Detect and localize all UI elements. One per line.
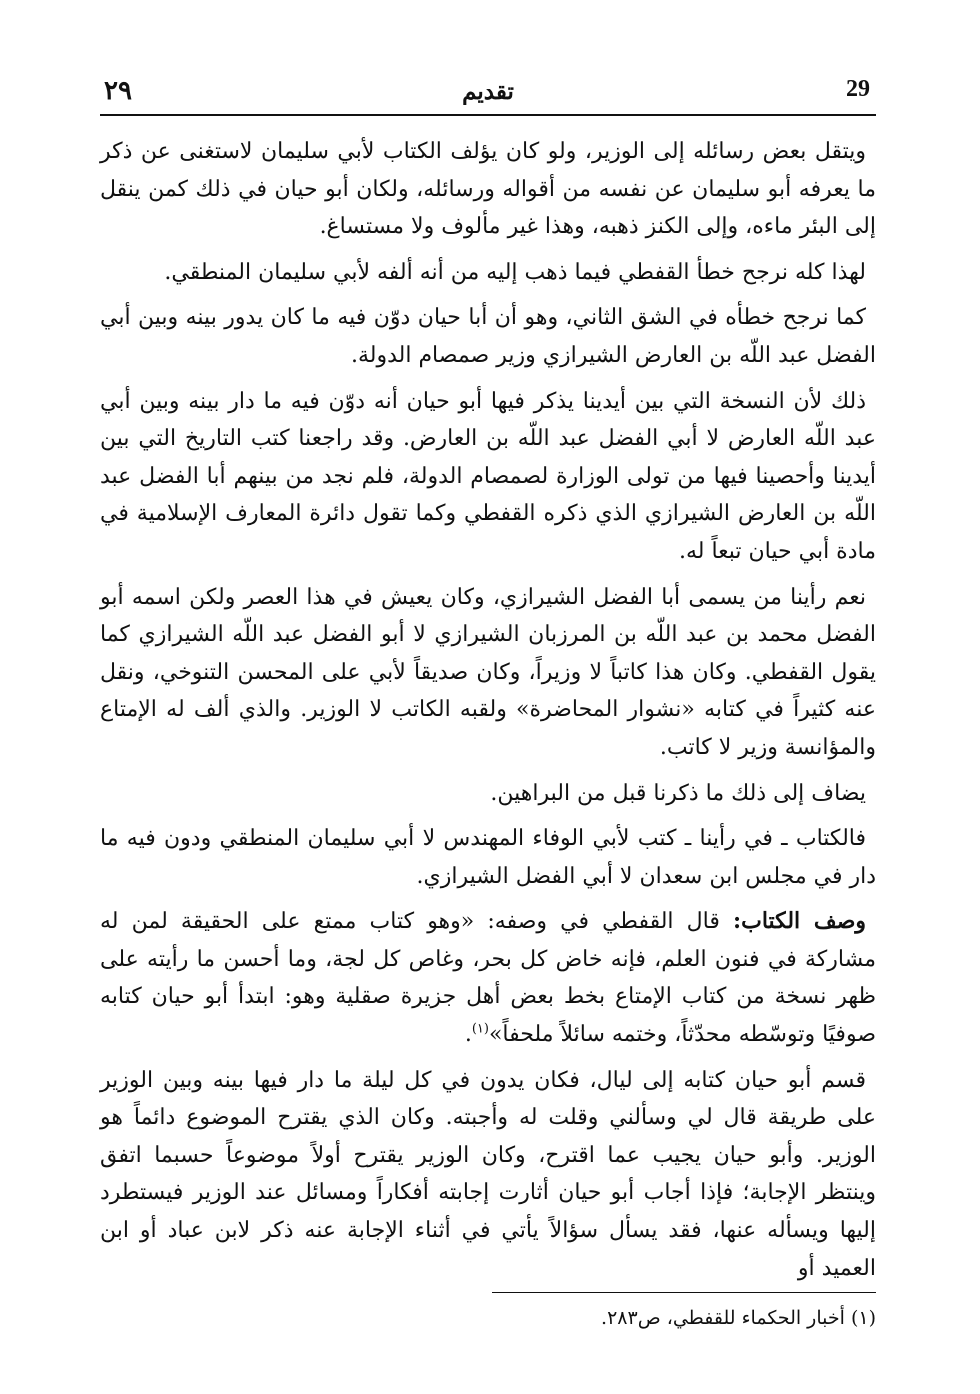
description-text: قال القفطي في وصفه: «وهو كتاب ممتع على الحقيقة لمن له مشاركة في فنون العلم، فإنه خاض كل بحر، وغاص كل لجة، وما أحسن ما رأيته على ظهر نسخة من كتاب الإمتاع بخط بعض أهل جزيرة صقلية وهو: ابتدأ أبو حيان كتابه صوفيًا وتوسّطه محدّثاً، وختمه سائلاً ملحفاً» bbox=[100, 909, 876, 1048]
paragraph: فالكتاب ـ في رأينا ـ كتب لأبي الوفاء المهندس لا أبي سليمان المنطقي ودون فيه ما دار في مجلس ابن سعدان لا أبي الفضل الشيرازي. bbox=[100, 826, 876, 889]
page-header bbox=[100, 74, 876, 116]
description-paragraph bbox=[100, 903, 876, 1053]
paragraph: يضاف إلى ذلك ما ذكرنا قبل من البراهين. bbox=[490, 780, 866, 806]
description-end: . bbox=[464, 1022, 472, 1048]
paragraph: ذلك لأن النسخة التي بين أيدينا يذكر فيها أبو حيان أنه دوّن فيه ما دار بينه وبين أبي عبد اللّه العارض لا أبي الفضل عبد اللّه بن العارض. وقد راجعنا كتب التاريخ التي بين أيدينا وأحصينا فيها من تولى الوزارة لصمصام الدولة، فلم نجد من بينهم أبا الفضل عبد اللّه بن العارض الشيرازي الذي ذكره القفطي وكما تقول دائرة المعارف الإسلامية في مادة أبي حيان تبعاً له. bbox=[100, 388, 876, 564]
paragraph: ويتقل بعض رسائله إلى الوزير، ولو كان يؤلف الكتاب لأبي سليمان لاستغنى عن ذكر ما يعرفه أبو سليمان عن نفسه من أقواله ورسائله، ولكان أبو حيان في ذلك كمن ينقل إلى البئر ماءه، وإلى الكنز ذهبه، وهذا غير مألوف ولا مستساغ. bbox=[100, 139, 876, 240]
running-title: تقديم bbox=[462, 78, 514, 105]
footnote-marker: (١) bbox=[471, 1021, 489, 1037]
main-text bbox=[100, 133, 876, 1295]
paragraph: لهذا كله نرجح خطأ القفطي فيما ذهب إليه من أنه ألفه لأبي سليمان المنطقي. bbox=[164, 259, 866, 285]
section-heading: وصف الكتاب: bbox=[733, 908, 866, 935]
paragraph: نعم رأينا من يسمى أبا الفضل الشيرازي، وكان يعيش في هذا العصر ولكن اسمه أبو الفضل محمد بن عبد اللّه بن المرزبان الشيرازي لا أبو الفضل عبد اللّه الشيرازي كما يقول القفطي. وكان هذا كاتباً لا وزيراً، وكان صديقاً لأبي على المحسن التنوخي، ونقل عنه كثيراً في كتابه «نشوار المحاضرة» ولقبه الكاتب لا الوزير. والذي ألف له الإمتاع والمؤانسة وزير لا كاتب. bbox=[100, 584, 876, 760]
page-number-latin: 29 bbox=[846, 76, 870, 102]
footnote: (١) أخبار الحكماء للقفطي، ص٢٨٣. bbox=[601, 1307, 876, 1329]
paragraph: قسم أبو حيان كتابه إلى ليال، فكان يدون في كل ليلة ما دار فيها بينه وبين الوزير على طريقة قال لي وسألني وقلت له وأجبته. وكان الذي يقترح الموضوع دائماً هو الوزير. وأبو حيان يجيب عما اقترح، وكان الوزير يقترح أولاً موضوعاً حسبما اتفق وينتظر الإجابة؛ فإذا أجاب أبو حيان أثارت إجابته أفكاراً ومسائل عند الوزير فيستطرد إليها ويسأله عنها، فقد يسأل سؤالاً يأتي في أثناء الإجابة عنه ذكر لابن عباد أو ابن العميد أو bbox=[100, 1067, 876, 1281]
page-number-arabic: ٢٩ bbox=[104, 76, 132, 106]
footnote-divider bbox=[492, 1292, 876, 1293]
paragraph: كما نرجح خطأه في الشق الثاني، وهو أن أبا حيان دوّن فيه ما كان يدور بينه وبين أبي الفضل عبد اللّه بن العارض الشيرازي وزير صمصام الدولة. bbox=[100, 305, 876, 368]
